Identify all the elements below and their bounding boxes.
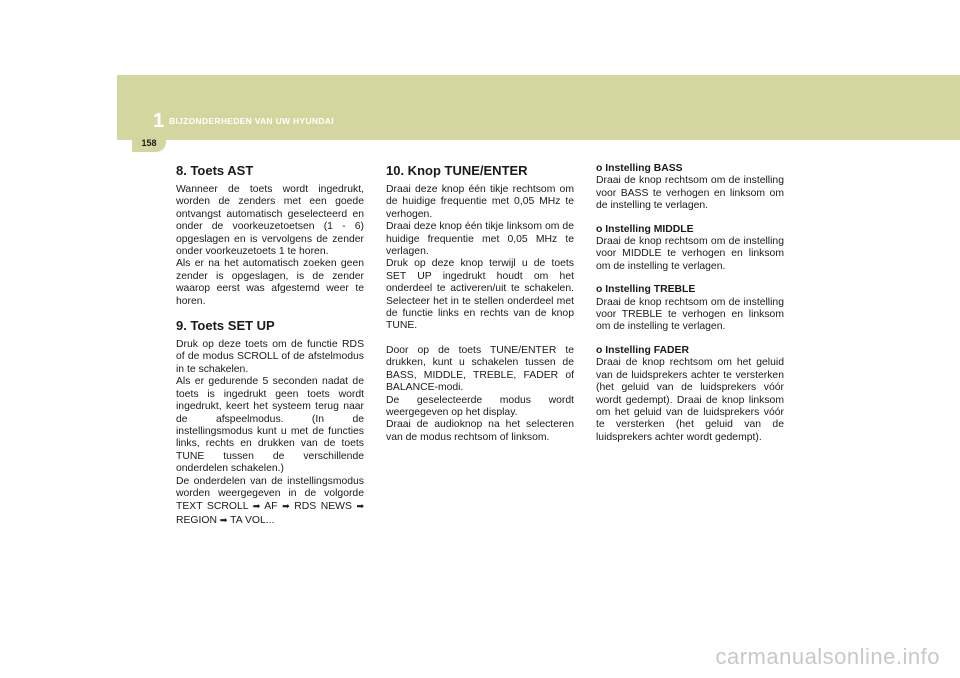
section-title-setup: 9. Toets SET UP	[176, 318, 275, 334]
paragraph: Draai de knop rechtsom om de instelling voor BASS te verhogen en linksom om de instelling te verlagen.	[596, 175, 784, 212]
right-arrow-icon: ➡	[356, 501, 365, 512]
paragraph: Wanneer de toets wordt ingedrukt, worden de zenders met een goede ontvangst automatisch geselecteerd en onder de voorkeuzetoetsen (1 - 6) opgeslagen en is vervolgens de zender onder voorkeuzetoets 1 te horen.	[176, 184, 364, 258]
paragraph	[176, 476, 364, 528]
paragraph: De geselecteerde modus wordt weergegeven op het display.	[386, 394, 574, 418]
sequence-item: TEXT SCROLL	[176, 501, 249, 513]
right-arrow-icon: ➡	[219, 514, 228, 525]
subsection-title-treble: o Instelling TREBLE	[596, 284, 696, 296]
sequence-item: RDS NEWS	[294, 501, 352, 513]
page-number: 158	[132, 134, 166, 152]
paragraph: Als er na het automatisch zoeken geen zender is opgeslagen, is de zender waarop eerst was afgestemd weer te horen.	[176, 258, 364, 307]
subsection-title-middle: o Instelling MIDDLE	[596, 223, 694, 235]
text-column-3	[596, 163, 784, 444]
right-arrow-icon: ➡	[252, 501, 261, 512]
section-title-tune-enter: 10. Knop TUNE/ENTER	[386, 163, 528, 178]
subsection-title-bass: o Instelling BASS	[596, 163, 683, 174]
chapter-number: 1	[153, 110, 165, 132]
watermark: carmanualsonline.info	[715, 644, 940, 669]
sequence-item: REGION	[176, 514, 217, 526]
text-column-2	[386, 163, 574, 444]
paragraph-text: De onderdelen van de instellingsmodus worden weergegeven in de volgorde	[176, 475, 364, 499]
paragraph: Door op de toets TUNE/ENTER te drukken, kunt u schakelen tussen de BASS, MIDDLE, TREBLE, FADER of BALANCE-modi.	[386, 344, 574, 394]
paragraph: Draai de audioknop na het selecteren van de modus rechtsom of linksom.	[386, 419, 574, 443]
chapter-header-band	[117, 75, 960, 140]
sequence-item: AF	[264, 501, 278, 513]
paragraph: Draai de knop rechtsom om het geluid van de luidsprekers achter te versterken (het geluid van de luidsprekers vóór wordt gedempt). Draai de knop linksom om het geluid van de luidsprekers vóór te versterken (het geluid van de luidsprekers achter wordt gedempt).	[596, 357, 784, 443]
sequence-item: TA VOL...	[230, 514, 275, 526]
paragraph: Draai de knop rechtsom om de instelling voor MIDDLE te verhogen en linksom om de instelling te verlagen.	[596, 236, 784, 272]
paragraph: Als er gedurende 5 seconden nadat de toets is ingedrukt geen toets wordt ingedrukt, keert het systeem terug naar de afspeelmodus. (In de instellingsmodus kunt u met de functies links, rechts en drukken van de toets TUNE tussen de verschillende onderdelen schakelen.)	[176, 376, 364, 475]
paragraph: Druk op deze toets om de functie RDS of de modus SCROLL of de afstelmodus in te schakelen.	[176, 339, 364, 375]
right-arrow-icon: ➡	[282, 501, 290, 512]
section-title-ast: 8. Toets AST	[176, 163, 254, 178]
paragraph: Draai deze knop één tikje rechtsom om de huidige frequentie met 0,05 MHz te verhogen.	[386, 184, 574, 220]
paragraph: Draai deze knop één tikje linksom om de huidige frequentie met 0,05 MHz te verlagen.	[386, 221, 574, 258]
paragraph: Druk op deze knop terwijl u de toets SET UP ingedrukt houdt om het onderdeel te activeren/uit te schakelen. Selecteer het in te stellen onderdeel met de functie links en rechts van de knop TUNE.	[386, 258, 574, 332]
subsection-title-fader: o Instelling FADER	[596, 344, 689, 356]
text-column-1	[176, 163, 364, 527]
chapter-title: BIJZONDERHEDEN VAN UW HYUNDAI	[169, 116, 334, 126]
paragraph: Draai de knop rechtsom om de instelling voor TREBLE te verhogen en linksom om de instelling te verlagen.	[596, 296, 784, 333]
